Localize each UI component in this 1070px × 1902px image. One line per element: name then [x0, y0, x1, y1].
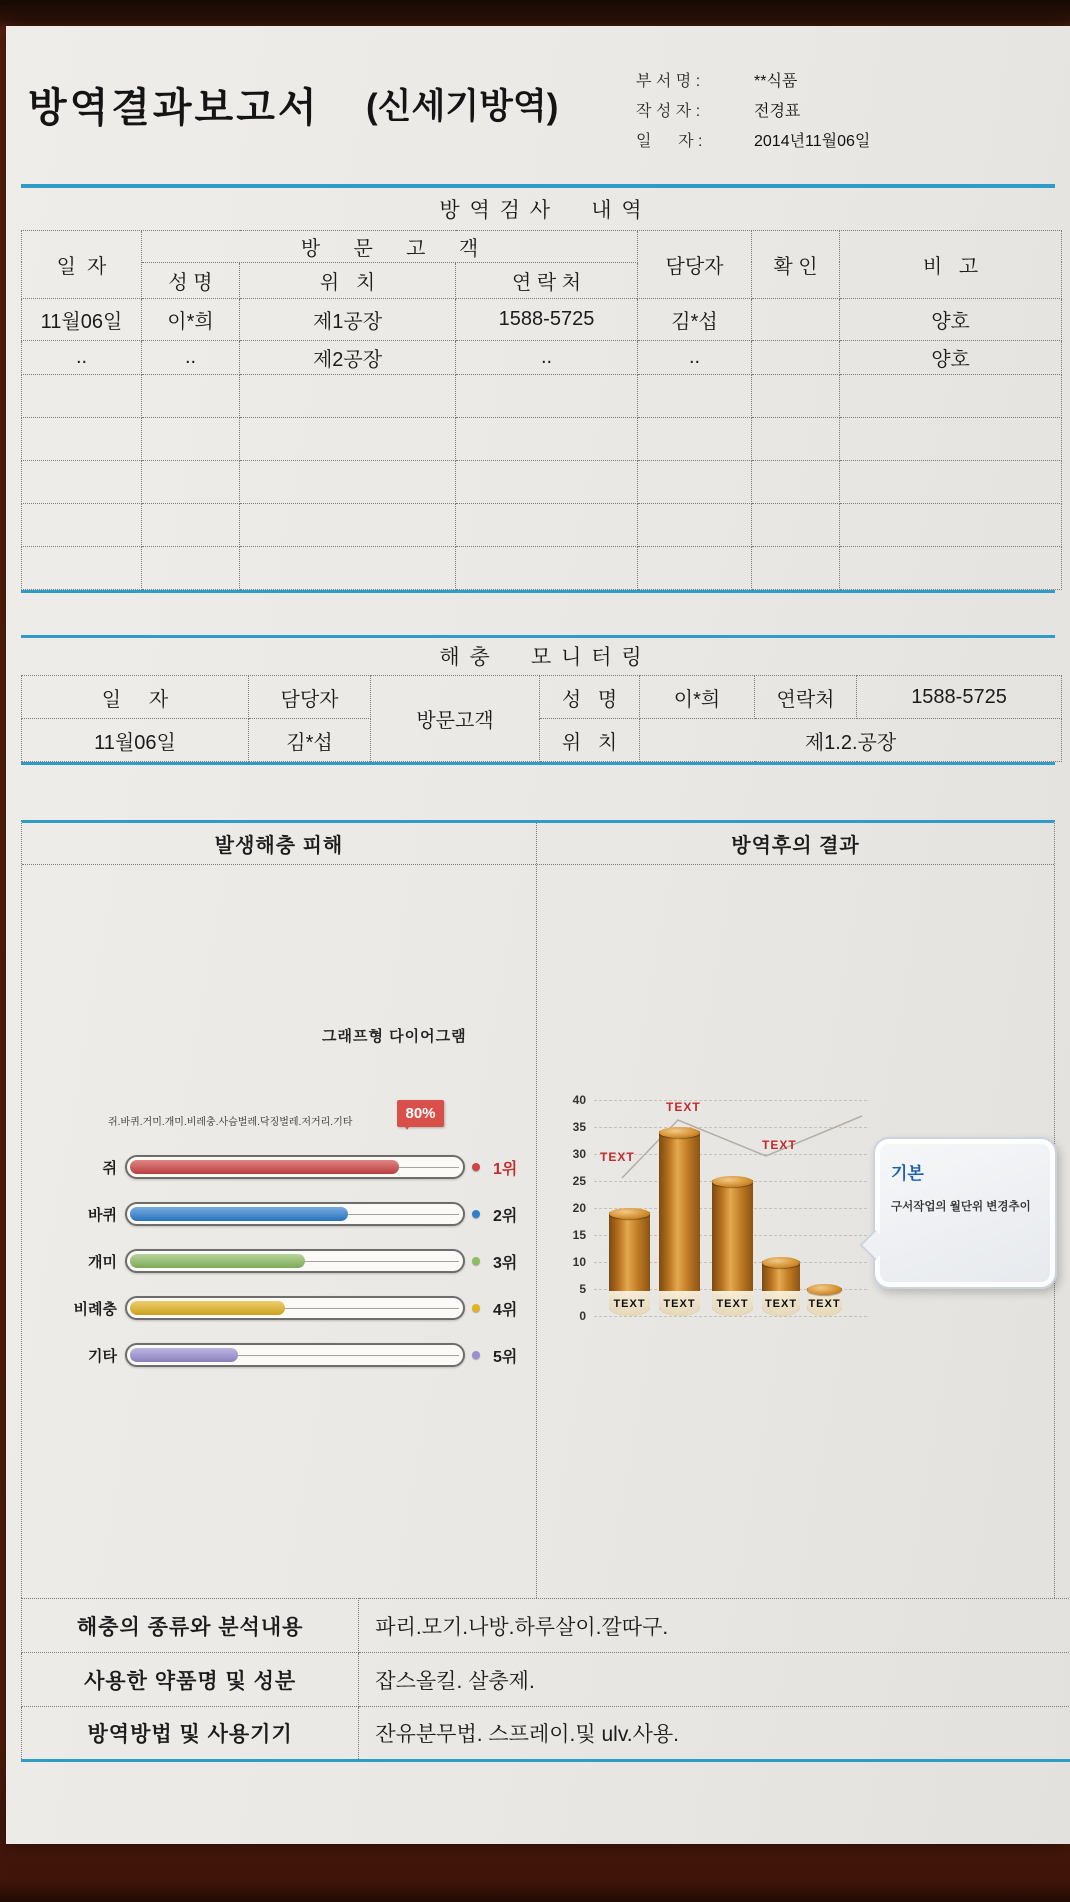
left-chart-title: 그래프형 다이어그램 [322, 1028, 467, 1045]
cell-contact: .. [456, 340, 638, 374]
report-title: 방역결과보고서 [28, 86, 320, 130]
section-title-pest-damage: 발생해충 피해 [22, 823, 537, 864]
date-value: 11월06일 [22, 719, 249, 762]
name-value: 이*희 [640, 676, 755, 719]
bar-category-label: 바퀴 [88, 1206, 117, 1224]
col-header-contact: 연 락 처 [456, 262, 638, 298]
department-label: 부 서 명 : [636, 72, 701, 90]
bar-category-label: 비례충 [73, 1300, 117, 1318]
cell-date: 11월06일 [22, 298, 142, 340]
cylinder-plot-area [594, 1100, 867, 1316]
manager-value: 김*섭 [249, 719, 371, 762]
results-section [21, 820, 1055, 1598]
cylinder-bar [712, 1176, 753, 1316]
rank-dot-icon [472, 1351, 480, 1359]
rank-dot-icon [472, 1257, 480, 1265]
bar-category-label: 쥐 [102, 1159, 117, 1177]
callout-text: 구서작업의 월단위 변경추이 [891, 1201, 1031, 1213]
writer-value: 전경표 [754, 102, 801, 120]
summary-value: 잔유분무법. 스프레이.및 ulv.사용. [359, 1707, 1070, 1761]
monitoring-table-block [21, 635, 1055, 766]
cell-confirm [752, 298, 840, 340]
cell-location: 제2공장 [240, 340, 456, 374]
col-header-manager: 담당자 [638, 230, 752, 298]
section-titles [22, 823, 1054, 865]
name-label: 성 명 [540, 676, 640, 719]
y-axis-tick: 20 [572, 1201, 586, 1215]
empty-table-row [22, 546, 1062, 589]
inspection-table-block [21, 184, 1055, 593]
rank-label: 4위 [493, 1301, 518, 1319]
contact-value: 1588-5725 [857, 676, 1062, 719]
date-value: 2014년11월06일 [754, 132, 871, 150]
cylinder-top [762, 1257, 800, 1268]
summary-value: 파리.모기.나방.하루살이.깔따구. [359, 1599, 1070, 1653]
bar-fill [130, 1348, 238, 1362]
callout-title: 기본 [891, 1164, 924, 1183]
date-label: 일 자 : [636, 132, 703, 150]
empty-table-row [22, 503, 1062, 546]
cylinder-top [659, 1127, 700, 1138]
cylinder-label: TEXT [712, 1291, 753, 1316]
summary-label: 사용한 약품명 및 성분 [22, 1653, 359, 1707]
summary-label: 방역방법 및 사용기기 [22, 1707, 359, 1761]
rank-label: 2위 [493, 1207, 518, 1225]
col-header-visitor: 방문고객 [371, 676, 540, 762]
meta-date [636, 124, 870, 154]
result-cylinder-chart [552, 1088, 882, 1338]
bar-fill [130, 1301, 285, 1315]
table-row [22, 1599, 1070, 1653]
summary-label: 해충의 종류와 분석내용 [22, 1599, 359, 1653]
bar-track [125, 1296, 465, 1320]
cylinder-bar [609, 1208, 650, 1316]
charts-area [22, 865, 1054, 1598]
inspection-table-title: 방 역 검 사 내 역 [22, 188, 1062, 230]
gridline [594, 1316, 867, 1317]
col-header-confirm: 확 인 [752, 230, 840, 298]
pest-bar-chart [57, 1155, 517, 1390]
cell-date: .. [22, 340, 142, 374]
y-axis-tick: 40 [572, 1093, 586, 1107]
cylinder-label: TEXT [807, 1291, 842, 1316]
summary-table [21, 1598, 1070, 1762]
bar-category-label: 개미 [88, 1253, 117, 1271]
y-axis-tick: 30 [572, 1147, 586, 1161]
y-axis-tick: 5 [579, 1282, 586, 1296]
cylinder-bar [807, 1284, 842, 1316]
contact-label: 연락처 [755, 676, 857, 719]
company-name: (신세기방역) [366, 87, 559, 126]
cylinder-bar [762, 1257, 800, 1316]
y-axis-tick: 35 [572, 1120, 586, 1134]
col-header-note: 비 고 [840, 230, 1062, 298]
cylinder-body [659, 1131, 700, 1316]
y-axis [552, 1088, 586, 1328]
summary-value: 잡스올킬. 살충제. [359, 1653, 1070, 1707]
bar-row [57, 1296, 517, 1320]
rank-label: 5위 [493, 1348, 518, 1366]
bar-fill [130, 1254, 305, 1268]
monitoring-table [21, 638, 1062, 763]
report-page [6, 26, 1070, 1844]
bar-fill [130, 1207, 348, 1221]
col-header-visitor-group: 방 문 고 객 [142, 230, 638, 262]
col-header-location: 위 치 [240, 262, 456, 298]
pest-legend-note: 쥐.바퀴.거미.개미.비레충.사슴벌레.닥징벌레.저거리.기타 [108, 1117, 353, 1128]
cylinder-label: TEXT [609, 1291, 650, 1316]
cylinder-top [609, 1208, 650, 1219]
rank-dot-icon [472, 1304, 480, 1312]
table-row [22, 1653, 1070, 1707]
rank-label: 3위 [493, 1254, 518, 1272]
chart-annotation: TEXT [762, 1138, 797, 1152]
bar-row [57, 1155, 517, 1179]
bar-row [57, 1343, 517, 1367]
department-value: **식품 [754, 72, 798, 90]
table-row [22, 340, 1062, 374]
rank-label: 1위 [493, 1160, 518, 1178]
cylinder-label: TEXT [762, 1291, 800, 1316]
bar-track [125, 1155, 465, 1179]
table-row [22, 1707, 1070, 1761]
bar-row [57, 1202, 517, 1226]
report-meta [636, 64, 870, 154]
cell-name: .. [142, 340, 240, 374]
chart-annotation: TEXT [600, 1150, 635, 1164]
cell-manager: .. [638, 340, 752, 374]
rank-dot-icon [472, 1163, 480, 1171]
cell-contact: 1588-5725 [456, 298, 638, 340]
col-header-manager: 담당자 [249, 676, 371, 719]
col-header-date: 일 자 [22, 230, 142, 298]
cell-note: 양호 [840, 340, 1062, 374]
callout-bubble [873, 1137, 1057, 1289]
cell-note: 양호 [840, 298, 1062, 340]
writer-label: 작 성 자 : [636, 102, 701, 120]
chart-annotation: TEXT [666, 1100, 701, 1114]
y-axis-tick: 0 [579, 1309, 586, 1323]
location-value: 제1.2.공장 [640, 719, 1062, 762]
bar-fill [130, 1160, 399, 1174]
empty-table-row [22, 460, 1062, 503]
bar-row [57, 1249, 517, 1273]
cylinder-top [712, 1176, 753, 1187]
cell-confirm [752, 340, 840, 374]
meta-department [636, 64, 870, 94]
bar-track [125, 1202, 465, 1226]
rank-dot-icon [472, 1210, 480, 1218]
y-axis-tick: 25 [572, 1174, 586, 1188]
cylinder-label: TEXT [659, 1291, 700, 1316]
empty-table-row [22, 417, 1062, 460]
col-header-name: 성 명 [142, 262, 240, 298]
y-axis-tick: 10 [572, 1255, 586, 1269]
bar-category-label: 기타 [88, 1347, 117, 1365]
cell-name: 이*희 [142, 298, 240, 340]
meta-writer [636, 94, 870, 124]
cell-location: 제1공장 [240, 298, 456, 340]
bar-track [125, 1249, 465, 1273]
empty-table-row [22, 374, 1062, 417]
cylinder-top [807, 1284, 842, 1295]
cylinder-bar [659, 1127, 700, 1316]
bar-track [125, 1343, 465, 1367]
y-axis-tick: 15 [572, 1228, 586, 1242]
cell-manager: 김*섭 [638, 298, 752, 340]
inspection-table [21, 188, 1062, 590]
percent-badge: 80% [397, 1100, 444, 1127]
col-header-date: 일 자 [22, 676, 249, 719]
monitoring-table-title: 해 충 모 니 터 링 [22, 638, 1062, 676]
section-title-after-result: 방역후의 결과 [731, 835, 860, 857]
table-row [22, 298, 1062, 340]
column-divider [536, 865, 537, 1598]
location-label: 위 치 [540, 719, 640, 762]
report-header [6, 26, 1070, 184]
